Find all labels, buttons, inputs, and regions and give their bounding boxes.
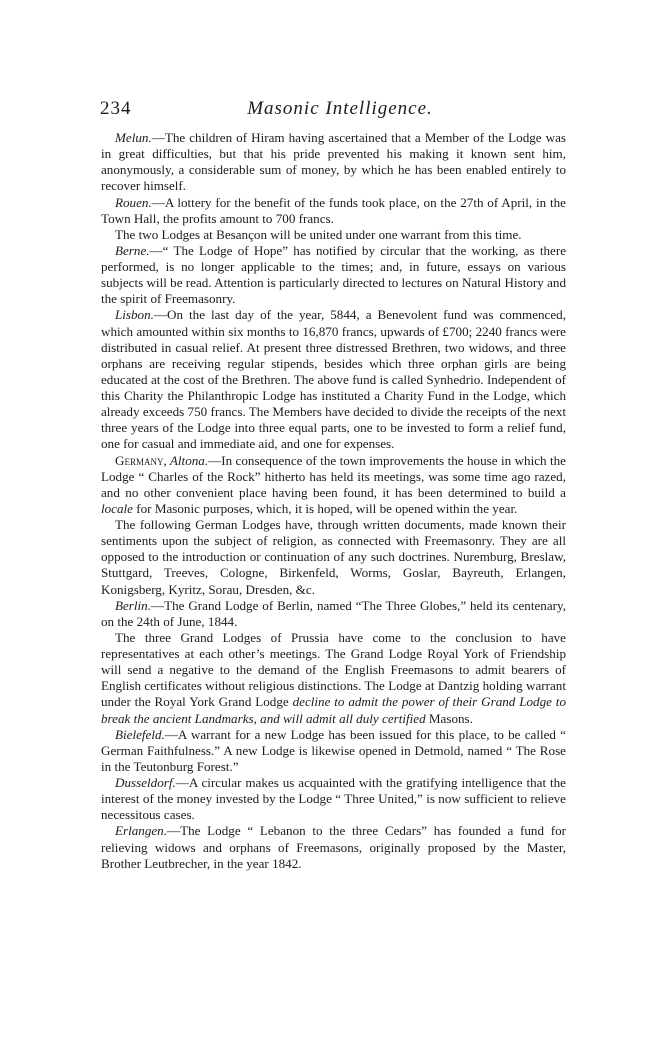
place-name: Berlin.	[115, 597, 152, 613]
paragraph-dusseldorf	[101, 775, 566, 823]
paragraph-text: —The children of Hiram having ascertained that a Member of the Lodge was in great difficulties, but that his pride prevented his making it known sent him, anonymously, a considerable sum of money, by which he has been enabled entirely to recover himself.	[101, 130, 566, 194]
body-text	[101, 130, 566, 872]
place-name: Melun.	[115, 130, 152, 145]
paragraph-text: —The Lodge “ Lebanon to the three Cedars” has founded a fund for relieving widows and orphans of Freemasons, originally proposed by the Master, Brother Leutbrecher, in the year 1842.	[101, 823, 566, 871]
paragraph-erlangen	[101, 823, 566, 871]
paragraph-text: —A circular makes us acquainted with the gratifying intelligence that the interest of the money invested by the Lodge “ Three United,” is now sufficient to relieve necessitous cases.	[101, 775, 566, 823]
paragraph-text: —A lottery for the benefit of the funds took place, on the 27th of April, in the Town Hall, the profits amount to 700 francs.	[101, 194, 566, 226]
paragraph-rouen	[101, 195, 566, 227]
paragraph-tail: for Masonic purposes, which, it is hoped, will be opened within the year.	[133, 500, 518, 516]
place-name: Bielefeld.	[115, 726, 165, 742]
paragraph-altona	[101, 453, 566, 518]
paragraph-text: The two Lodges at Besançon will be united under one warrant from this time.	[115, 226, 522, 242]
italic-term: locale	[101, 500, 133, 516]
paragraph-text: —On the last day of the year, 5844, a Benevolent fund was commenced, which amounted within six months to 16,870 francs, upwards of £700; 2240 francs were distributed in casual relief. At present three distressed Brethren, two widows, and three orphans are receiving regular stipends, besides which three orphan girls are being educated at the cost of the Brethren. The above fund is called Synhedrio. Independent of this Charity the Philanthropic Lodge has instituted a Charity Fund in the Lodge, which already exceeds 750 francs. The Members have decided to divide the receipts of the next three years of the Lodge into three equal parts, one to be invested to form a relief fund, one for casual and immediate aid, and one for expenses.	[101, 307, 566, 452]
paragraph-text: —The Grand Lodge of Berlin, named “The Three Globes,” held its centenary, on the 24th of June, 1844.	[101, 597, 566, 629]
running-title: Masonic Intelligence.	[247, 98, 433, 119]
place-name: Berne.	[115, 242, 150, 258]
paragraph-melun	[101, 130, 566, 195]
place-name: Lisbon.	[115, 307, 154, 323]
place-name: Erlangen.	[115, 823, 168, 839]
paragraph-text: —In consequence of the town improvements the house in which the Lodge “ Charles of the Rock” hitherto has held its meetings, was some time ago razed, and no other convenient place having been found, it has been determined to build a	[101, 452, 566, 500]
paragraph-bielefeld	[101, 727, 566, 775]
paragraph-tail: Masons.	[425, 710, 473, 726]
country-name: Germany,	[115, 452, 167, 468]
paragraph-berne	[101, 243, 566, 308]
place-name: Dusseldorf.	[115, 775, 176, 790]
place-name: Rouen.	[115, 194, 152, 210]
paragraph-text: —“ The Lodge of Hope” has notified by circular that the working, as there performed, is no longer applicable to the times; and, in future, essays on various subjects will be read. Attention is particularly directed to lectures on Natural History and the spirit of Freemasonry.	[101, 242, 566, 307]
place-name: Altona.	[166, 452, 209, 468]
paragraph-text: —A warrant for a new Lodge has been issued for this place, to be called “ German Faithfulness.” A new Lodge is likewise opened in Detmold, named “ The Rose in the Teutonburg Forest.”	[101, 726, 566, 774]
paragraph-prussia	[101, 630, 566, 727]
page-number: 234	[100, 98, 132, 119]
paragraph-berlin	[101, 598, 566, 630]
paragraph-german-lodges	[101, 517, 566, 598]
paragraph-text: The following German Lodges have, through written documents, made known their sentiments upon the subject of religion, as connected with Freemasonry. They are all opposed to the introduction or continuation of any such doctrines. Nuremburg, Breslaw, Stuttgard, Treeves, Cologne, Birkenfeld, Worms, Goslar, Bayreuth, Erlangen, Konigsberg, Kyritz, Sorau, Dresden, &c.	[101, 517, 566, 597]
paragraph-besancon	[101, 227, 566, 243]
italic-passage: decline to admit the power of their Grand Lodge to break the ancient Landmarks, and will admit all duly certified	[101, 694, 566, 726]
paragraph-text: The three Grand Lodges of Prussia have come to the conclusion to have representatives at each other’s meetings. The Grand Lodge Royal York of Friendship will send a negative to the demand of the English Freemasons to admit bearers of English certificates without religious distinctions. The Lodge at Dantzig holding warrant under the Royal York Grand Lodge	[101, 629, 566, 710]
paragraph-lisbon	[101, 307, 566, 452]
page-header	[100, 98, 580, 126]
